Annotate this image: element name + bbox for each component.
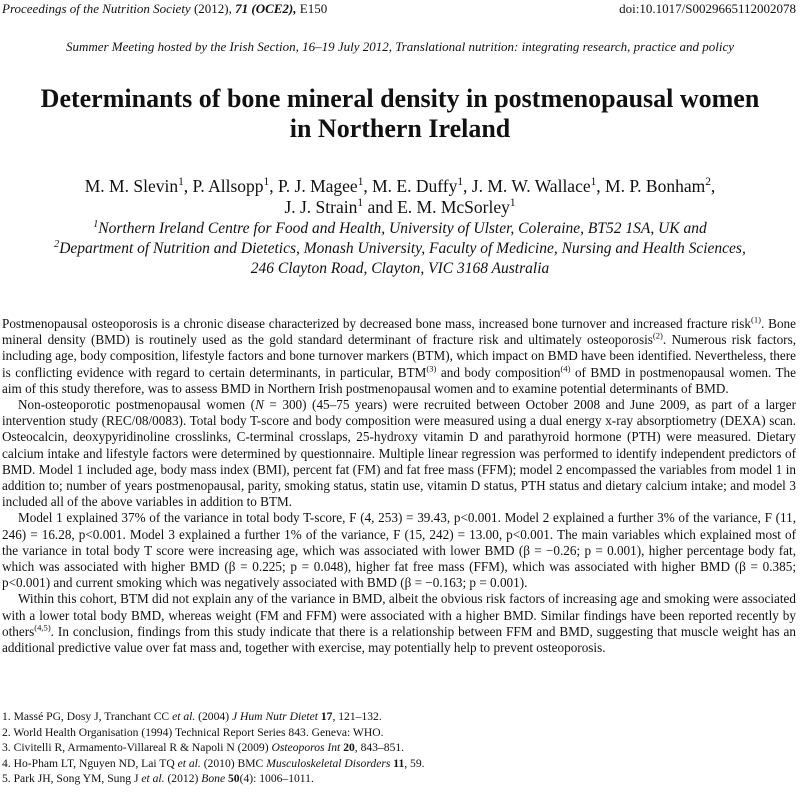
citation-ref: (4,5)	[34, 622, 51, 633]
journal-citation	[2, 1, 327, 17]
author-sep: ,	[710, 176, 716, 196]
ref-journal: Osteoporos Int	[271, 741, 341, 755]
journal-name: Proceedings of the Nutrition Society	[2, 1, 191, 16]
ref-italic: et al.	[177, 756, 201, 770]
affiliations	[10, 219, 790, 279]
ref-text: 4. Ho-Pham LT, Nguyen ND, Lai TQ	[2, 756, 178, 770]
author-sep: ,	[596, 176, 606, 196]
author-sep: ,	[463, 176, 472, 196]
reference-list	[2, 709, 796, 787]
author-8-aff: 1	[509, 197, 516, 210]
citation-ref: (3)	[426, 363, 437, 374]
author-6: M. P. Bonham	[605, 176, 706, 196]
ref-journal: J Hum Nutr Dietet	[231, 710, 318, 723]
ref-volume: 17	[320, 710, 333, 723]
ref-italic: et al.	[172, 710, 196, 723]
ref-journal: Bone	[201, 772, 226, 786]
p1-text-b: . Bone mineral density (BMD) is routinely used as the gold standard determinant of fracture risk and ultimately osteoporosis	[2, 316, 796, 348]
reference-1	[2, 709, 796, 725]
journal-volume: 71	[235, 1, 249, 16]
affiliation-1-num: 1	[93, 218, 99, 230]
author-2-aff: 1	[263, 176, 270, 189]
reference-2	[2, 725, 796, 741]
p2-n-symbol: N	[255, 397, 264, 413]
author-7-aff: 1	[357, 197, 364, 210]
author-1-aff: 1	[178, 176, 184, 189]
p2-text-a: Non-osteoporotic postmenopausal women (	[18, 397, 256, 413]
author-sep: and	[363, 197, 398, 217]
author-list	[20, 176, 780, 218]
author-6-aff: 2	[705, 176, 711, 189]
paragraph-3: Model 1 explained 37% of the variance in total body T-score, F (4, 253) = 39.43, p<0.001. Model 2 explained a further 3% of the variance, F (11, 246) = 16.28, p<0.001. Model 3 explained a further 1% of the variance, F (15, 242) = 13.00, p<0.001. The main variables which explained most of the variance in total body T score were increasing age, which was associated with lower BMD (β = −0.26; p = 0.001), higher percentage body fat, which was associated with higher BMD (β = 0.225; p = 0.048), higher fat free mass (FFM), which was associated with higher BMD (β = 0.385; p<0.001) and current smoking which was negatively associated with BMD (β = −0.163; p = 0.001).	[2, 510, 796, 591]
ref-pages: , 121–132.	[332, 710, 382, 723]
paper-title	[40, 84, 760, 144]
author-5: J. M. W. Wallace	[471, 176, 591, 196]
ref-volume: 20	[343, 741, 355, 755]
citation-ref: (2)	[652, 330, 663, 341]
author-7: J. J. Strain	[284, 197, 358, 217]
affiliation-2-num: 2	[54, 238, 60, 250]
ref-text: 2. World Health Organisation (1994) Technical Report Series 843. Geneva: WHO.	[2, 725, 384, 739]
affiliation-1-text: Northern Ireland Centre for Food and Health, University of Ulster, Coleraine, BT52 1SA, UK and	[98, 220, 707, 237]
ref-text: 3. Civitelli R, Armamento-Villareal R & Napoli N (2009)	[2, 741, 272, 755]
title-line-2: in Northern Ireland	[289, 114, 511, 143]
ref-volume: 11	[393, 756, 405, 770]
running-header	[0, 0, 800, 24]
affiliation-2	[10, 239, 790, 259]
citation-ref: (4)	[560, 363, 571, 374]
ref-journal: Musculoskeletal Disorders	[266, 756, 391, 770]
author-4-aff: 1	[457, 176, 464, 189]
p4-text-b: . In conclusion, findings from this study indicate that there is a relationship between FFM and BMD, suggesting that muscle weight has an additional predictive value over fat mass and, together with exercise, may potentially help to prevent osteoporosis.	[2, 623, 796, 656]
p2-text-b: = 300) (45–75 years) were recruited between October 2008 and June 2009, as part of a larger intervention study (REC/08/0083). Total body T-score and body composition were measured using a dual energy x-ray absorptiometry (DEXA) scan. Osteocalcin, deoxypyridinoline crosslinks, C-terminal crosslaps, 25-hydroxy vitamin D and parathyroid hormone (PTH) were measured. Dietary calcium intake and lifestyle factors were determined by questionnaire. Multiple linear regression was performed to identify independent predictors of BMD. Model 1 included age, body mass index (BMI), percent fat (FM) and fat free mass (FFM); model 2 encompassed the variables from model 1 in addition to; number of years postmenopausal, parity, smoking status, statin use, vitamin D status, PTH status and dietary calcium intake; and model 3 included all of the above variables in addition to BTM.	[2, 397, 796, 510]
affiliation-2-address: 246 Clayton Road, Clayton, VIC 3168 Australia	[250, 260, 550, 277]
p1-text-c: . Numerous risk factors, including age, body composition, lifestyle factors and bone turnover markers (BTM), which impact on BMD have been identified. Nevertheless, there is conflicting evidence with regard to certain determinants, in particular, BTM	[2, 332, 796, 380]
author-sep: ,	[183, 176, 193, 196]
reference-3	[2, 740, 796, 756]
author-5-aff: 1	[590, 176, 597, 189]
paragraph-2	[2, 397, 796, 510]
ref-text: 1. Massé PG, Dosy J, Tranchant CC	[2, 710, 173, 723]
p4-text-a: Within this cohort, BTM did not explain any of the variance in BMD, albeit the obvious risk factors of increasing age and smoking were associated with a lower total body BMD, whereas weight (FM and FFM) were associated with a higher BMD. Similar findings have been reported recently by others	[2, 591, 796, 639]
journal-year: (2012),	[193, 1, 232, 16]
author-3: P. J. Magee	[277, 176, 358, 196]
affiliation-2-line-1: Department of Nutrition and Dietetics, Monash University, Faculty of Medicine, Nursing and Health Sciences,	[59, 240, 746, 257]
ref-pages: , 843–851.	[354, 741, 405, 755]
journal-issue: (OCE2),	[251, 1, 297, 16]
reference-4	[2, 756, 796, 772]
abstract-body	[2, 316, 796, 656]
ref-pages: (4): 1006–1011.	[239, 772, 314, 786]
ref-text: 5. Park JH, Song YM, Sung J	[2, 772, 142, 786]
citation-ref: (1)	[751, 314, 762, 325]
ref-volume: 50	[228, 772, 240, 786]
author-sep: ,	[269, 176, 278, 196]
p1-text-d: and body composition	[436, 364, 561, 380]
ref-text: (2004)	[195, 710, 232, 723]
title-line-1: Determinants of bone mineral density in postmenopausal women	[40, 84, 760, 113]
ref-text: (2010) BMC	[200, 756, 267, 770]
author-1: M. M. Slevin	[84, 176, 179, 196]
author-4: M. E. Duffy	[372, 176, 458, 196]
ref-pages: , 59.	[404, 756, 425, 770]
ref-italic: et al.	[141, 772, 165, 786]
author-sep: ,	[363, 176, 373, 196]
reference-5	[2, 771, 796, 787]
author-2: P. Allsopp	[192, 176, 264, 196]
paragraph-1	[2, 316, 796, 397]
ref-text: (2012)	[164, 772, 202, 786]
affiliation-1	[10, 219, 790, 239]
author-3-aff: 1	[357, 176, 364, 189]
p1-text-e: of BMD in postmenopausal women. The aim of this study therefore, was to assess BMD in Northern Irish postmenopausal women and to examine potential determinants of BMD.	[2, 364, 796, 396]
meeting-line: Summer Meeting hosted by the Irish Section, 16–19 July 2012, Translational nutrition: integrating research, practice and policy	[65, 39, 735, 54]
doi: doi:10.1017/S0029665112002078	[619, 1, 796, 16]
paragraph-4	[2, 591, 796, 656]
journal-page: E150	[299, 1, 328, 16]
p1-text-a: Postmenopausal osteoporosis is a chronic disease characterized by decreased bone mass, increased bone turnover and increased fracture risk	[2, 316, 752, 331]
author-8: E. M. McSorley	[397, 197, 510, 217]
